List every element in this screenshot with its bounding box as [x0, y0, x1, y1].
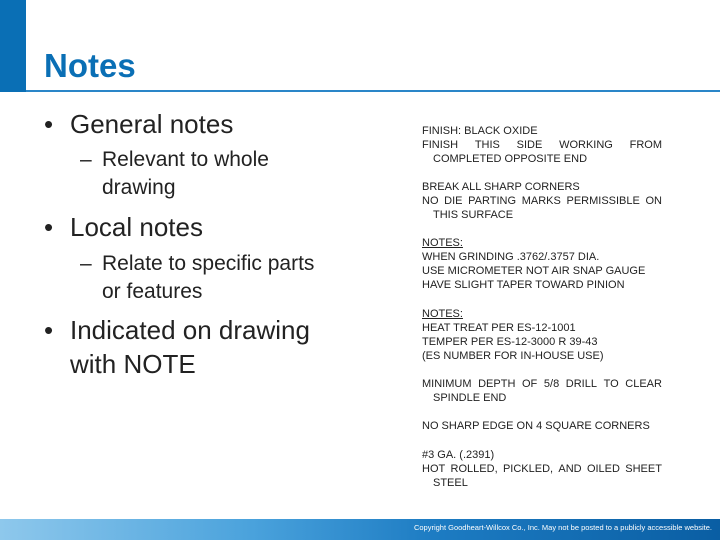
note-line: HEAT TREAT PER ES-12-1001 [422, 322, 576, 334]
bullet-dot: • [44, 315, 54, 345]
note-line-justified [422, 138, 662, 152]
note-word: 5/8 [543, 378, 560, 390]
note-word: ON [645, 195, 662, 207]
note-line: TEMPER PER ES-12-3000 R 39-43 [422, 336, 598, 348]
note-word: DIE [444, 195, 463, 207]
note-block-grinding [422, 236, 662, 292]
sub-bullet-dash: – [80, 252, 92, 275]
note-block-finish [422, 124, 662, 166]
note-block-sharp-edge [422, 419, 662, 433]
note-word: CLEAR [625, 378, 662, 390]
note-word: ROLLED, [450, 463, 498, 475]
note-block-drill [422, 377, 662, 405]
note-block-material [422, 448, 662, 490]
note-word: AND [558, 463, 582, 475]
note-line: THIS SURFACE [433, 209, 514, 221]
note-word: OF [522, 378, 538, 390]
note-line: HAVE SLIGHT TAPER TOWARD PINION [422, 279, 625, 291]
note-line: SPINDLE END [433, 392, 507, 404]
note-word: FINISH [422, 139, 459, 151]
note-word: SIDE [516, 139, 543, 151]
note-line: NO SHARP EDGE ON 4 SQUARE CORNERS [422, 420, 650, 432]
bullet-text: Local notes [70, 212, 203, 242]
note-word: MINIMUM [422, 378, 472, 390]
note-word: PICKLED, [502, 463, 554, 475]
sub-bullet-text-line1: Relate to specific parts [102, 252, 315, 275]
copyright-text: Copyright Goodheart-Willcox Co., Inc. May not be posted to a publicly accessible website. [413, 523, 712, 532]
note-line-justified [422, 462, 662, 476]
note-word: HOT [422, 463, 446, 475]
bullet-dot: • [44, 109, 54, 139]
note-word: DEPTH [478, 378, 516, 390]
note-word: WORKING [559, 139, 613, 151]
note-word: MARKS [521, 195, 561, 207]
note-line: BREAK ALL SHARP CORNERS [422, 181, 580, 193]
note-line: COMPLETED OPPOSITE END [433, 153, 588, 165]
bullet-text-line2: with NOTE [70, 349, 196, 379]
note-line: WHEN GRINDING .3762/.3757 DIA. [422, 251, 600, 263]
note-block-heat-treat [422, 307, 662, 363]
note-word: NO [422, 195, 439, 207]
note-line: FINISH: BLACK OXIDE [422, 125, 538, 137]
note-line: #3 GA. (.2391) [422, 449, 495, 461]
bullet-text: General notes [70, 109, 234, 139]
note-line: (ES NUMBER FOR IN-HOUSE USE) [422, 350, 604, 362]
slide-title: Notes [44, 47, 136, 84]
bullet-list [0, 0, 400, 420]
bullet-dot: • [44, 212, 54, 242]
note-word: FROM [629, 139, 662, 151]
note-line-justified [422, 377, 662, 391]
note-word: PARTING [468, 195, 517, 207]
sub-bullet-text-line2: drawing [102, 176, 176, 199]
note-line: USE MICROMETER NOT AIR SNAP GAUGE [422, 265, 646, 277]
sub-bullet-text-line1: Relevant to whole [102, 148, 269, 171]
note-word: OILED [586, 463, 620, 475]
note-line: STEEL [433, 477, 468, 489]
footer-bar [0, 519, 720, 540]
note-word: SHEET [625, 463, 662, 475]
note-heading: NOTES: [422, 237, 463, 249]
note-word: THIS [474, 139, 500, 151]
note-word: PERMISSIBLE [566, 195, 640, 207]
bullet-text-line1: Indicated on drawing [70, 315, 310, 345]
note-heading: NOTES: [422, 308, 463, 320]
note-word: TO [603, 378, 619, 390]
note-line-justified [422, 194, 662, 208]
sub-bullet-dash: – [80, 148, 92, 171]
sub-bullet-text-line2: or features [102, 280, 203, 303]
note-word: DRILL [565, 378, 597, 390]
note-block-corners [422, 180, 662, 222]
